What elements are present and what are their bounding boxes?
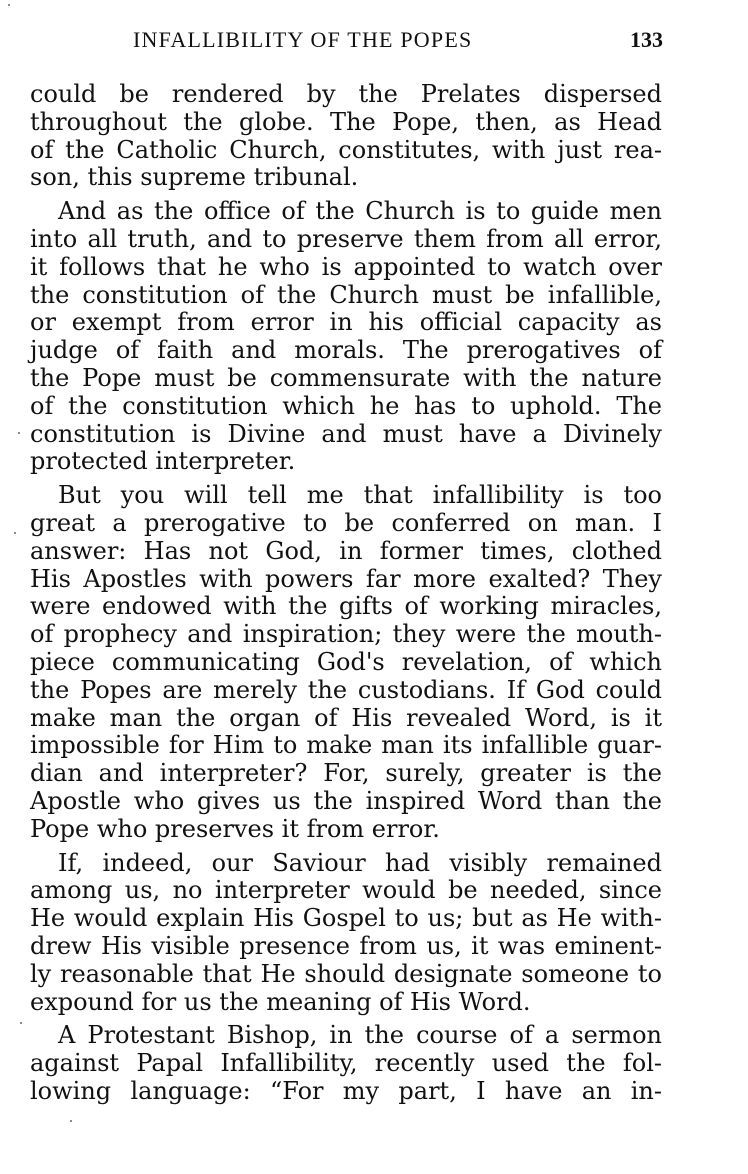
running-title: INFALLIBILITY OF THE POPES <box>133 27 473 52</box>
text-line: His Apostles with powers far more exalted? They <box>30 564 662 593</box>
text-line: If, indeed, our Saviour had visibly remained <box>58 848 662 877</box>
text-line: or exempt from error in his official capacity as <box>30 308 662 337</box>
text-line: constitution is Divine and must have a Divinely <box>30 419 662 448</box>
text-line: make man the organ of His revealed Word, is it <box>30 703 662 732</box>
text-line: against Papal Infallibility, recently used the fol- <box>30 1049 662 1078</box>
scan-speck <box>18 432 20 434</box>
text-line: the Pope must be commensurate with the nature <box>30 363 662 392</box>
text-line: impossible for Him to make man its infallible guar- <box>30 731 662 760</box>
paragraph <box>30 482 662 843</box>
text-line: piece communicating God's revelation, of which <box>30 647 662 676</box>
text-line: expound for us the meaning of His Word. <box>30 987 531 1016</box>
text-line: dian and interpreter? For, surely, greater is the <box>30 759 662 788</box>
scan-speck <box>14 532 16 534</box>
text-line: And as the office of the Church is to guide men <box>58 197 662 226</box>
paragraph <box>30 81 662 192</box>
text-line: great a prerogative to be conferred on man. I <box>30 508 662 537</box>
text-line: were endowed with the gifts of working miracles, <box>30 592 662 621</box>
paragraph <box>30 850 662 1017</box>
text-line: ly reasonable that He should designate someone to <box>30 959 662 988</box>
scan-speck <box>70 1120 72 1122</box>
text-line: son, this supreme tribunal. <box>30 163 359 192</box>
text-line: of the Catholic Church, constitutes, with just rea- <box>30 135 662 164</box>
text-line: A Protestant Bishop, in the course of a sermon <box>58 1021 662 1050</box>
text-line: could be rendered by the Prelates dispersed <box>30 80 662 108</box>
page-number: 133 <box>630 27 663 52</box>
text-line: into all truth, and to preserve them from all error, <box>30 224 662 253</box>
text-line: drew His visible presence from us, it was eminent- <box>30 931 662 960</box>
text-line: throughout the globe. The Pope, then, as Head <box>30 107 662 136</box>
text-line: it follows that he who is appointed to watch over <box>30 252 662 281</box>
text-line: the Popes are merely the custodians. If God could <box>30 675 662 704</box>
text-line: the constitution of the Church must be infallible, <box>30 280 662 309</box>
text-line: answer: Has not God, in former times, clothed <box>30 536 662 565</box>
text-line: lowing language: “For my part, I have an in- <box>30 1076 662 1105</box>
paragraph <box>30 1022 662 1105</box>
scan-speck <box>8 4 10 6</box>
text-line: Apostle who gives us the inspired Word than the <box>30 786 662 815</box>
text-line: But you will tell me that infallibility is too <box>58 481 662 510</box>
text-line: of the constitution which he has to uphold. The <box>30 391 662 420</box>
scan-speck <box>20 1022 22 1024</box>
text-line: Pope who preserves it from error. <box>30 814 440 843</box>
text-line: of prophecy and inspiration; they were the mouth- <box>30 620 662 649</box>
body-text <box>30 81 662 1106</box>
paragraph <box>30 198 662 476</box>
text-line: judge of faith and morals. The prerogatives of <box>30 336 662 365</box>
text-line: He would explain His Gospel to us; but as He with- <box>30 904 662 933</box>
text-line: protected interpreter. <box>30 447 296 476</box>
text-line: among us, no interpreter would be needed, since <box>30 876 662 905</box>
page-header <box>133 24 663 56</box>
